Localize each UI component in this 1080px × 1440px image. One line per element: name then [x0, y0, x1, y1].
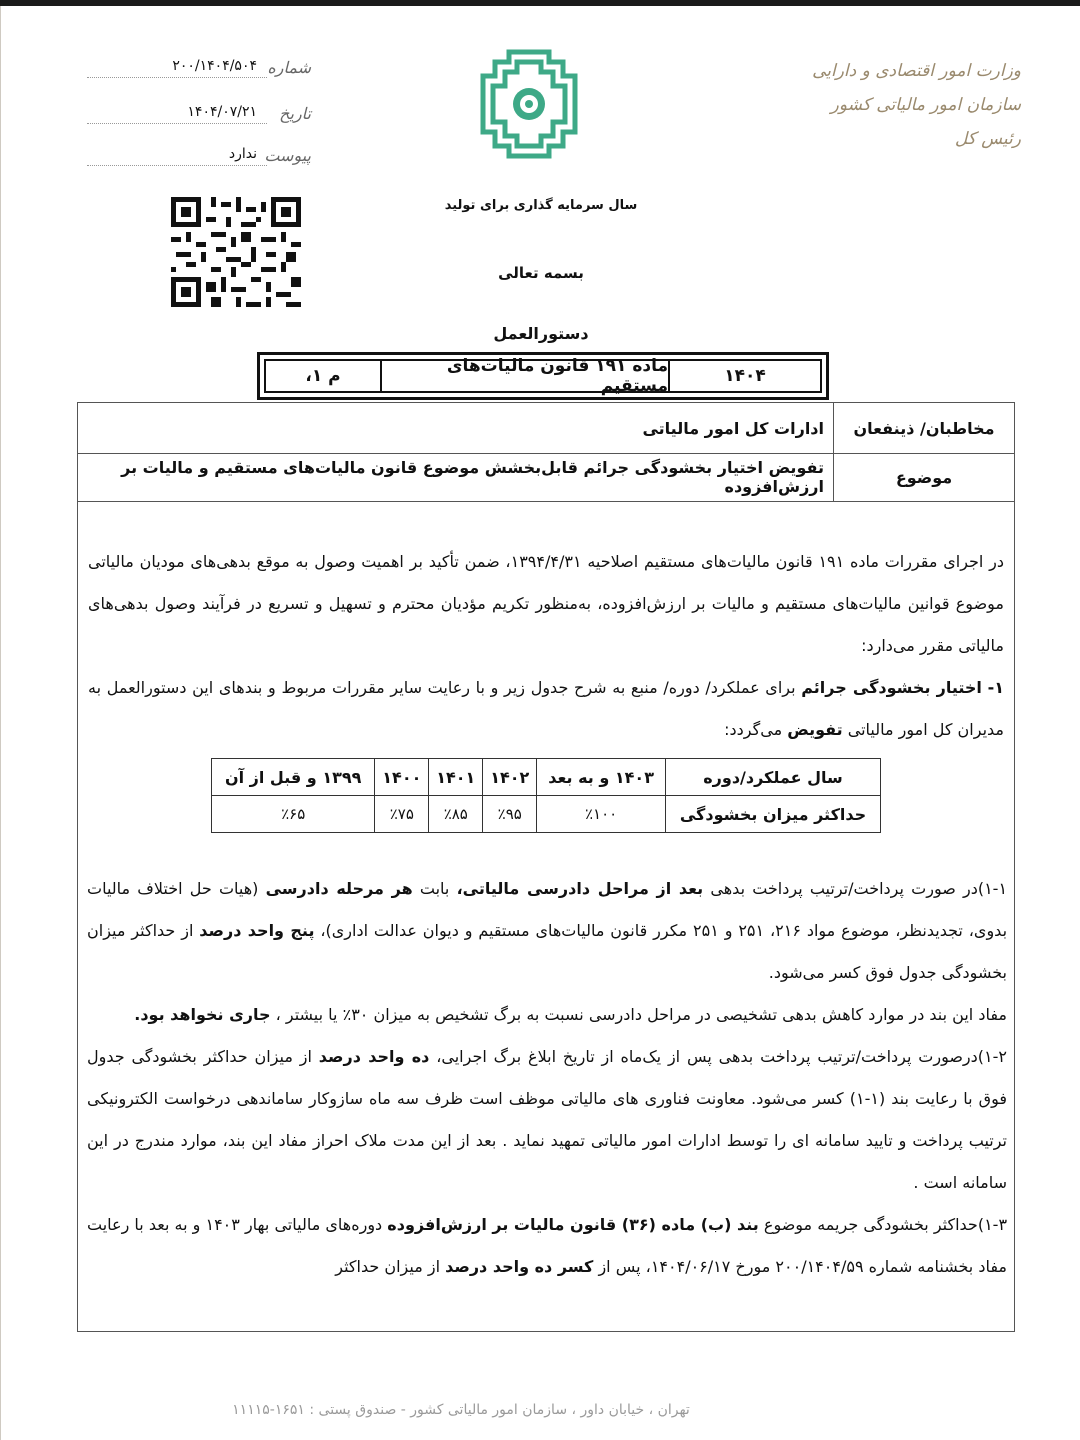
table-row-rates [212, 796, 881, 833]
item-1: ۱- اختیار بخشودگی جرائم برای عملکرد/ دوره/ منبع به شرح جدول زیر و با رعایت سایر مقررات مربوط و بندهای این دستورالعمل به مدیران کل امور مالیاتی تفویض می‌گردد: [88, 678, 1004, 739]
table-rate-cell: ٪۹۵ [483, 796, 537, 833]
clause-1-1: ۱-۱)در صورت پرداخت/ترتیب پرداخت بدهی بعد از مراحل دادرسی مالیاتی، بابت هر مرحله دادرسی (هیات حل اختلاف مالیات بدوی، تجدیدنظر، موضوع مواد ۲۱۶، ۲۵۱ و ۲۵۱ مکرر قانون مالیات‌های مستقیم و دیوان عدالت اداری)، پنج واحد درصد از حداکثر میزان بخشودگی جدول فوق کسر می‌شود. [87, 879, 1008, 982]
table-year-cell: ۱۴۰۲ [483, 759, 537, 796]
letter-date [121, 104, 311, 126]
intro-paragraph [88, 541, 1004, 751]
ministry-letterhead [801, 54, 1021, 156]
date-label: تاریخ [279, 104, 311, 123]
tax-organization-logo-icon [479, 48, 579, 160]
table-header-years: سال عملکرد/دوره [666, 759, 881, 796]
instruction-title: دستورالعمل [493, 324, 589, 343]
table-year-cell: ۱۳۹۹ و قبل از آن [212, 759, 375, 796]
table-header-max: حداکثر میزان بخشودگی [666, 796, 881, 833]
letter-number [121, 58, 311, 80]
header-year: ۱۴۰۴ [668, 361, 820, 391]
table-rate-cell: ٪۷۵ [375, 796, 429, 833]
document-page [0, 6, 1080, 1440]
header-subject: ماده ۱۹۱ قانون مالیات‌های مستقیم [380, 361, 668, 391]
table-row-years [212, 759, 881, 796]
ministry-line-1: وزارت امور اقتصادی و دارایی [812, 61, 1021, 81]
clause-note: مفاد این بند در موارد کاهش بدهی تشخیصی در مراحل دادرسی نسبت به برگ تشخیص به میزان ۳۰٪ یا بیشتر ، جاری نخواهد بود. [134, 1005, 1007, 1024]
footer-address: تهران ، خیابان داور ، سازمان امور مالیاتی کشور - صندوق پستی : ۱۶۵۱-۱۱۱۱۵ [232, 1402, 690, 1418]
letter-attachment [121, 146, 311, 168]
table-rate-cell: ٪۶۵ [212, 796, 375, 833]
qr-code-icon [171, 196, 301, 308]
table-rate-cell: ٪۸۵ [429, 796, 483, 833]
table-rate-cell: ٪۱۰۰ [537, 796, 666, 833]
header-code: م ۱، [305, 366, 341, 386]
number-label: شماره [267, 58, 311, 77]
addressees-row [78, 403, 1014, 454]
subject-label: موضوع [833, 453, 1014, 501]
addressees-label: مخاطبان/ ذینفعان [833, 403, 1014, 453]
subject-row [78, 453, 1014, 502]
addressees-value: ادارات کل امور مالیاتی [642, 418, 824, 438]
clause-1-2: ۱-۲)درصورت پرداخت/ترتیب پرداخت بدهی پس از یک‌ماه از تاریخ ابلاغ برگ اجرایی، ده واحد درصد از میزان حداکثر بخشودگی جدول فوق با رعایت بند (۱-۱) کسر می‌شود. معاونت فناوری های مالیاتی موظف است ظرف سه ماه سازوکار ساماندهی درخواست الکترونیکی ترتیب پرداخت و تایید سامانه ای را توسط ادارات امور مالیاتی تمهید نماید . بعد از این مدت ملاک احراز مفاد این بند، موارد مندرج در این سامانه است . [87, 1047, 1008, 1192]
clause-1-3: ۱-۳)حداکثر بخشودگی جریمه موضوع بند (ب) ماده (۳۶) قانون مالیات بر ارزش‌افزوده دوره‌های مالیاتی بهار ۱۴۰۳ و به بعد با رعایت مفاد بخشنامه شماره ۲۰۰/۱۴۰۴/۵۹ مورخ ۱۴۰۴/۰۶/۱۷، پس از کسر ده واحد درصد از میزان حداکثر [87, 1215, 1008, 1276]
table-year-cell: ۱۴۰۱ [429, 759, 483, 796]
bismillah: بسمه تعالی [498, 264, 584, 282]
year-slogan: سال سرمایه گذاری برای تولید [444, 198, 638, 213]
table-year-cell: ۱۴۰۳ و به بعد [537, 759, 666, 796]
number-value: ۲۰۰/۱۴۰۴/۵۰۴ [172, 58, 257, 74]
date-value: ۱۴۰۴/۰۷/۲۱ [187, 104, 257, 120]
attachment-label: پیوست [264, 146, 311, 165]
instruction-header-box [257, 352, 829, 400]
attachment-value: ندارد [228, 146, 257, 162]
ministry-line-2: سازمان امور مالیاتی کشور [830, 95, 1021, 115]
clauses-section [87, 868, 1007, 1288]
intro-text: در اجرای مقررات ماده ۱۹۱ قانون مالیات‌های مستقیم اصلاحیه ۱۳۹۴/۴/۳۱، ضمن تأکید بر اهمیت وصول به موقع بدهی‌های مودیان مالیاتی موضوع قوانین مالیات‌های مستقیم و مالیات بر ارزش‌افزوده، به‌منظور تکریم مؤدیان محترم و تسهیل و تسریع در فرآیند وصول بدهی‌های مالیاتی مقرر می‌دارد: [88, 552, 1004, 655]
subject-value: تفویض اختیار بخشودگی جرائم قابل‌بخشش موضوع قانون مالیات‌های مستقیم و مالیات بر ارزش‌افزوده [121, 458, 824, 496]
forgiveness-rate-table [211, 758, 881, 833]
ministry-line-3: رئیس کل [954, 129, 1021, 149]
table-year-cell: ۱۴۰۰ [375, 759, 429, 796]
